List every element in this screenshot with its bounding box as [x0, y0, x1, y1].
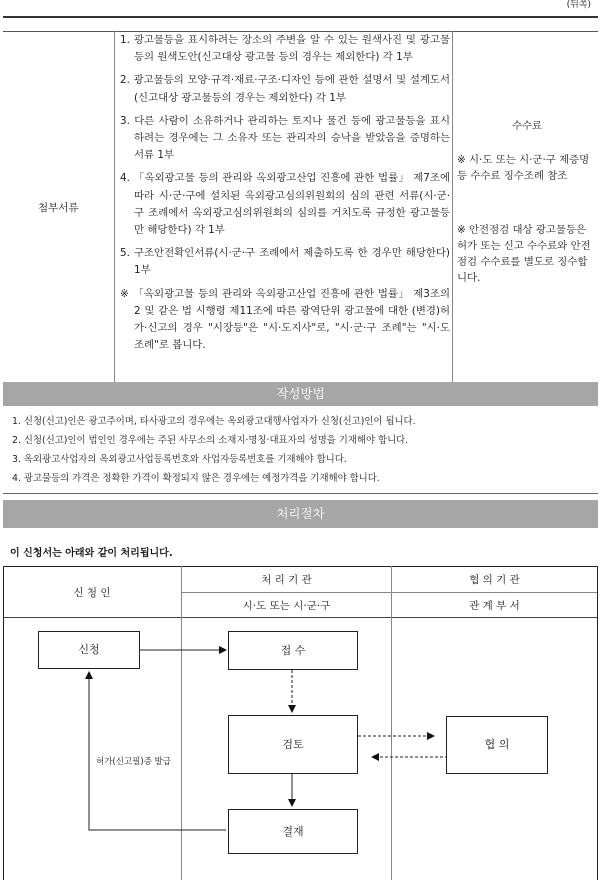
- box-approve: 결재: [228, 809, 358, 854]
- col-consult-sub: 관 계 부 서: [469, 600, 520, 612]
- col-processing: 처 리 기 관: [261, 574, 312, 586]
- method-item: 4. 광고물등의 가격은 정확한 가격이 확정되지 않은 경우에는 예정가격을 기재해야 합니다.: [12, 473, 380, 484]
- section-header-procedure: 처리절차: [3, 500, 598, 528]
- box-receive: 접 수: [228, 631, 358, 670]
- procedure-intro: 이 신청서는 아래와 같이 처리됩니다.: [10, 548, 173, 559]
- box-apply: 신청: [38, 631, 140, 669]
- fee-title: 수수료: [511, 120, 543, 132]
- attachment-item: 5. 구조안전확인서류(시·군·구 조례에서 제출하도록 한 경우만 해당한다) 1부: [120, 247, 450, 277]
- box-review: 검토: [228, 715, 358, 774]
- col-processing-sub: 시·도 또는 시·군·구: [242, 600, 331, 612]
- page-side-label: (뒤쪽): [566, 0, 591, 10]
- attachments-label: 첨부서류: [38, 202, 79, 214]
- col-consult: 협 의 기 관: [469, 574, 520, 586]
- method-item: 3. 옥외광고사업자의 옥외광고사업등록번호와 사업자등록번호를 기재해야 합니다.: [12, 454, 347, 465]
- attachment-item: 4. 「옥외광고물 등의 관리와 옥외광고산업 진흥에 관한 법률」 제7조에 따라 시·군·구에 설치된 옥외광고심의위원회의 심의 관련 서류(시·군·구 조례에서 옥외광고심의위원회의 심의를 거치도록 규정한 광고물등만 해당한다) 각 1부: [120, 172, 450, 237]
- attachment-item: 1. 광고물등을 표시하려는 장소의 주변을 알 수 있는 원색사진 및 광고물등의 원색도안(신고대상 광고물 등의 경우는 제외한다) 각 1부: [120, 34, 450, 64]
- box-consult: 협 의: [446, 716, 548, 774]
- attachment-item: 2. 광고물등의 모양·규격·재료·구조·디자인 등에 관한 설명서 및 설계도서(신고대상 광고물등의 경우는 제외한다) 각 1부: [120, 74, 450, 104]
- attachment-note: ※ 「옥외광고물 등의 관리와 옥외광고산업 진흥에 관한 법률」 제3조의2 및 같은 법 시행령 제11조에 따른 광역단위 광고물에 대한 (변경)허가·신고의 경우 "시장등"은 "시·도지사"로, "시·군·구 조례"는 "시·도 조례"로 봅니다.: [120, 287, 450, 352]
- attachment-item: 3. 다른 사람이 소유하거나 관리하는 토지나 물건 등에 광고물등을 표시하려는 경우에는 그 소유자 또는 관리자의 승낙을 받았음을 증명하는 서류 1부: [120, 114, 450, 162]
- col-applicant: 신 청 인: [73, 587, 111, 599]
- method-item: 2. 신청(신고)인이 법인인 경우에는 주된 사무소의 소재지·명칭·대표자의 성명을 기재해야 합니다.: [12, 435, 409, 446]
- section-header-method: 작성방법: [3, 382, 598, 406]
- fee-note: ※ 시·도 또는 시·군·구 제증명등 수수료 징수조례 참조: [457, 154, 590, 182]
- arrow-approve-to-apply: [89, 672, 226, 830]
- fee-note: ※ 안전점검 대상 광고물등은 허가 또는 신고 수수료와 안전점검 수수료를 별도로 징수합니다.: [457, 224, 591, 284]
- issue-label: 허가(신고필)증 발급: [96, 757, 172, 767]
- method-item: 1. 신청(신고)인은 광고주이며, 타사광고의 경우에는 옥외광고대행사업자가 신청(신고)인이 됩니다.: [12, 416, 416, 427]
